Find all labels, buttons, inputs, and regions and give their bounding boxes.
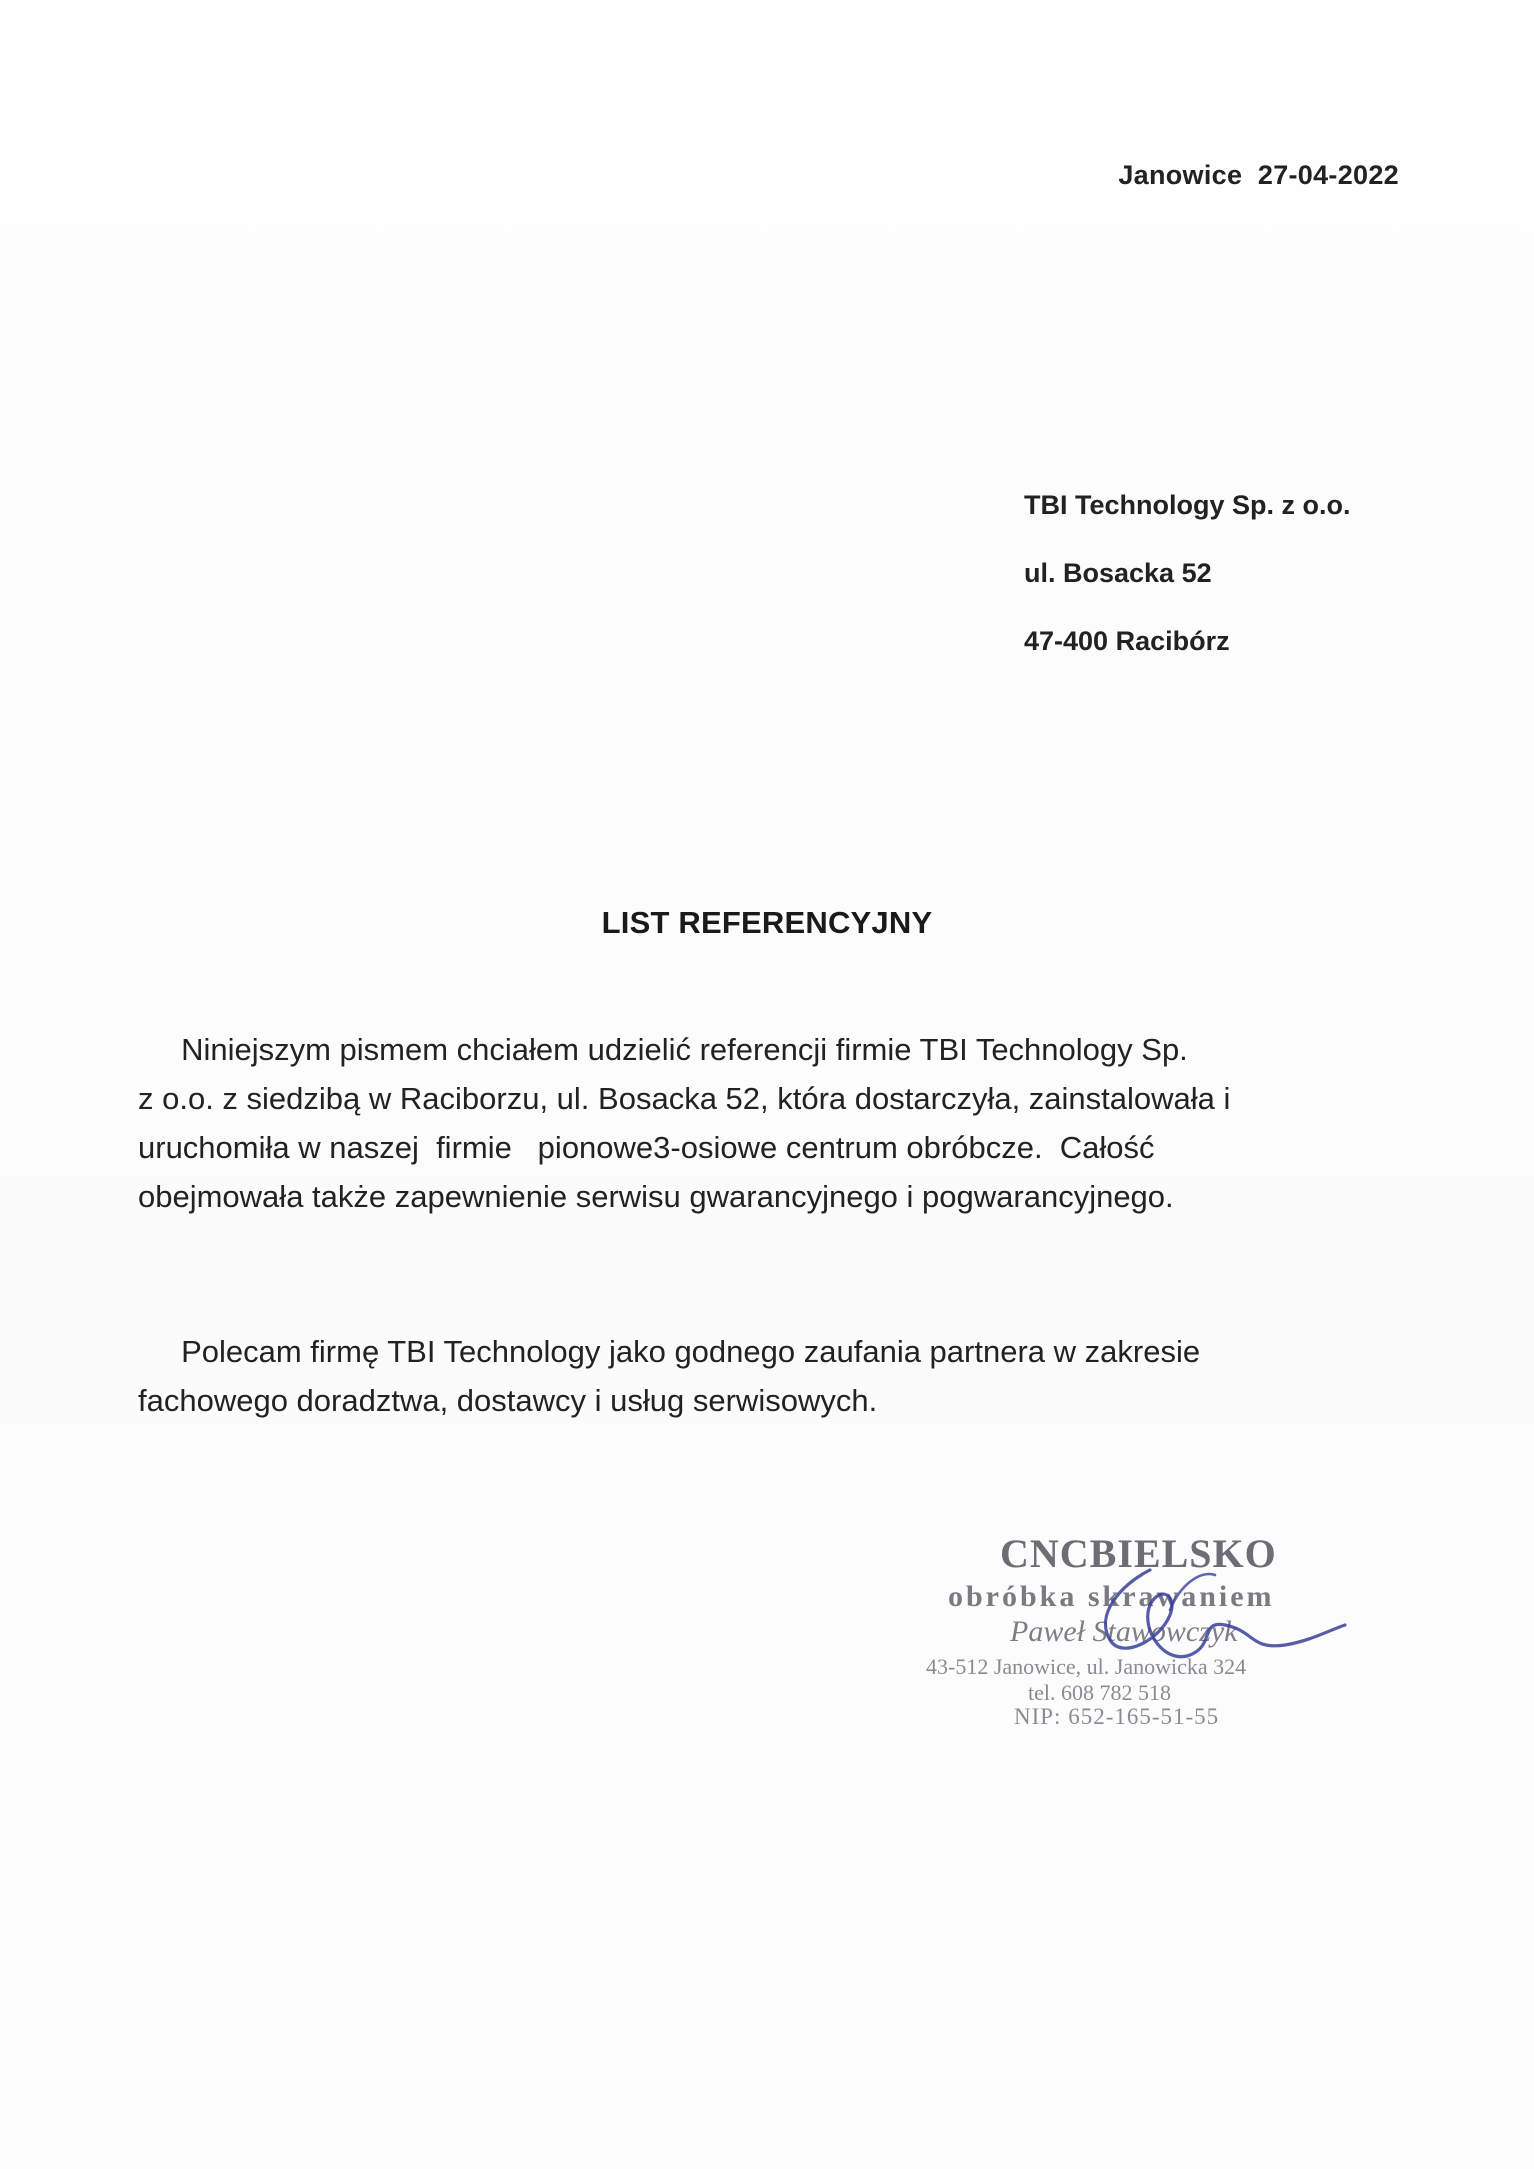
stamp-address: 43-512 Janowice, ul. Janowicka 324 (926, 1654, 1247, 1679)
paragraph-1-line-4: obejmowała także zapewnienie serwisu gwarancyjnego i pogwarancyjnego. (138, 1179, 1174, 1214)
paragraph-2 (138, 1327, 1398, 1425)
paragraph-1 (138, 1025, 1398, 1221)
handwritten-signature (1000, 1545, 1360, 1695)
recipient-company: TBI Technology Sp. z o.o. (1024, 490, 1351, 520)
stamp-nip: NIP: 652-165-51-55 (1014, 1704, 1220, 1729)
paragraph-1-line-1: Niniejszym pismem chciałem udzielić referencji firmie TBI Technology Sp. (181, 1032, 1188, 1067)
stamp-phone: tel. 608 782 518 (1028, 1680, 1171, 1705)
paragraph-2-line-2: fachowego doradztwa, dostawcy i usług serwisowych. (138, 1383, 878, 1418)
stamp-service: obróbka skrawaniem (948, 1580, 1275, 1613)
paragraph-1-line-3: uruchomiła w naszej firmie pionowe3-osiowe centrum obróbcze. Całość (138, 1130, 1155, 1165)
paragraph-1-line-2: z o.o. z siedzibą w Raciborzu, ul. Bosacka 52, która dostarczyła, zainstalowała i (138, 1081, 1231, 1116)
date: 27-04-2022 (1257, 160, 1399, 190)
date-line (1118, 160, 1399, 191)
stamp-company-name: CNCBIELSKO (1000, 1531, 1277, 1576)
paragraph-2-line-1: Polecam firmę TBI Technology jako godnego zaufania partnera w zakresie (181, 1334, 1201, 1369)
stamp-owner: Paweł Stawowczyk (1010, 1615, 1238, 1648)
recipient-street: ul. Bosacka 52 (1024, 558, 1212, 588)
recipient-address (1024, 487, 1351, 691)
recipient-city: 47-400 Racibórz (1024, 626, 1230, 656)
place: Janowice (1118, 160, 1243, 190)
letter-title: LIST REFERENCYJNY (601, 905, 933, 940)
